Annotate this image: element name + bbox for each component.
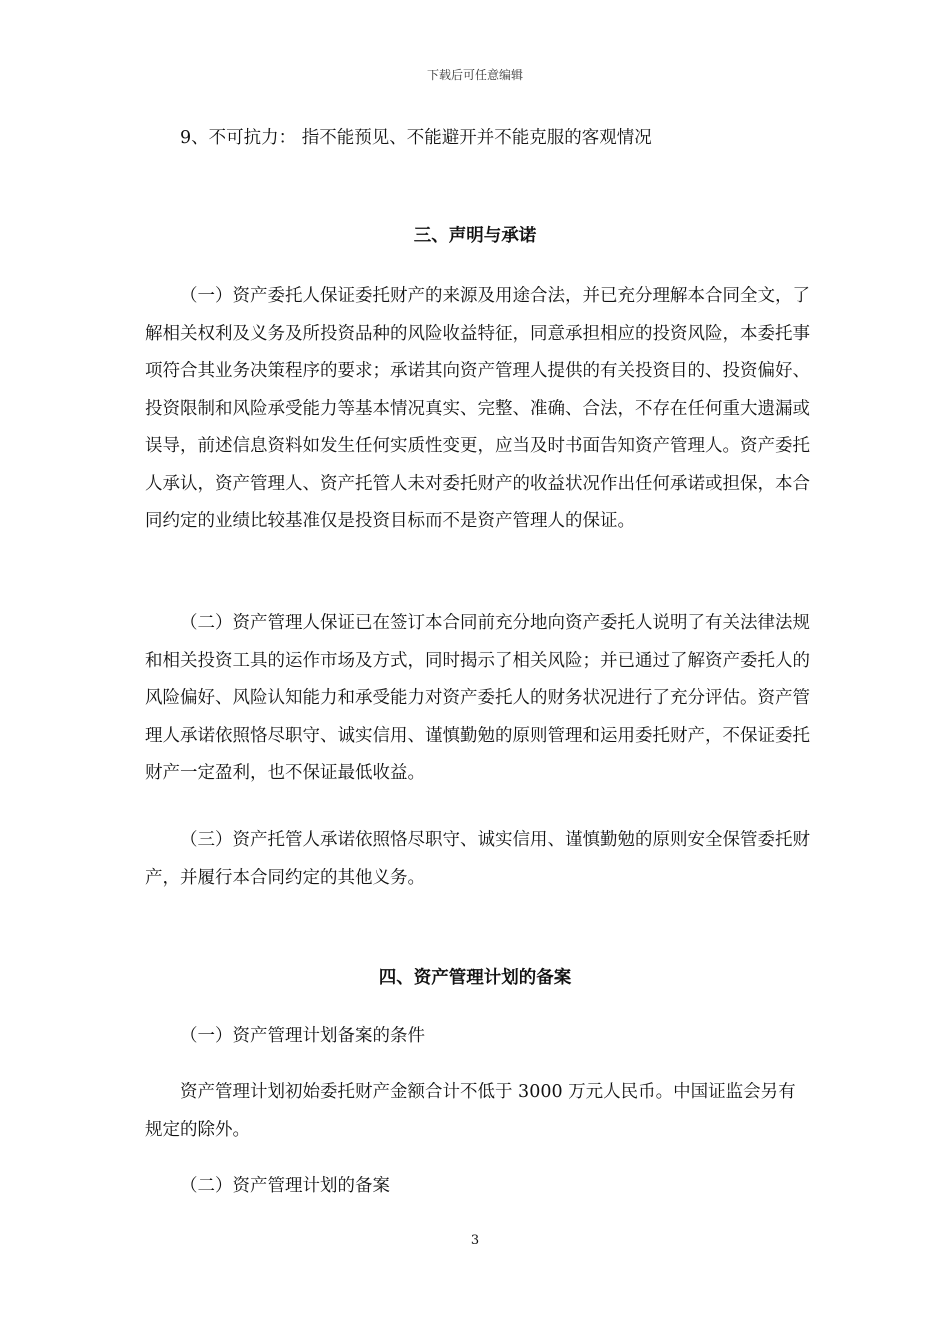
section-3-paragraph-1: （一）资产委托人保证委托财产的来源及用途合法，并已充分理解本合同全文，了解相关权利及义务及所投资品种的风险收益特征，同意承担相应的投资风险，本委托事项符合其业务决策程序的要求；承诺其向资产管理人提供的有关投资目的、投资偏好、投资限制和风险承受能力等基本情况真实、完整、准确、合法，不存在任何重大遗漏或误导，前述信息资料如发生任何实质性变更，应当及时书面告知资产管理人。资产委托人承认，资产管理人、资产托管人未对委托财产的收益状况作出任何承诺或担保，本合同约定的业绩比较基准仅是投资目标而不是资产管理人的保证。: [145, 286, 810, 531]
item-9-force-majeure: 9、不可抗力： 指不能预见、不能避开并不能克服的客观情况: [180, 128, 652, 148]
section-4-subheading-2: （二）资产管理计划的备案: [180, 1176, 390, 1196]
page-header: 下载后可任意编辑: [426, 68, 523, 82]
section-4-paragraph-1: 资产管理计划初始委托财产金额合计不低于 3000 万元人民币。中国证监会另有规定的除外。: [145, 1082, 796, 1140]
section-3-title: 三、声明与承诺: [413, 226, 537, 246]
section-3-paragraph-2: （二）资产管理人保证已在签订本合同前充分地向资产委托人说明了有关法律法规和相关投资工具的运作市场及方式，同时揭示了相关风险；并已通过了解资产委托人的风险偏好、风险认知能力和承受能力对资产委托人的财务状况进行了充分评估。资产管理人承诺依照恪尽职守、诚实信用、谨慎勤勉的原则管理和运用委托财产，不保证委托财产一定盈利，也不保证最低收益。: [145, 613, 810, 783]
page-number: 3: [470, 1233, 480, 1248]
section-3-paragraph-3: （三）资产托管人承诺依照恪尽职守、诚实信用、谨慎勤勉的原则安全保管委托财产，并履行本合同约定的其他义务。: [145, 830, 810, 888]
section-4-subheading-1: （一）资产管理计划备案的条件: [180, 1026, 425, 1046]
section-4-title: 四、资产管理计划的备案: [378, 968, 572, 988]
